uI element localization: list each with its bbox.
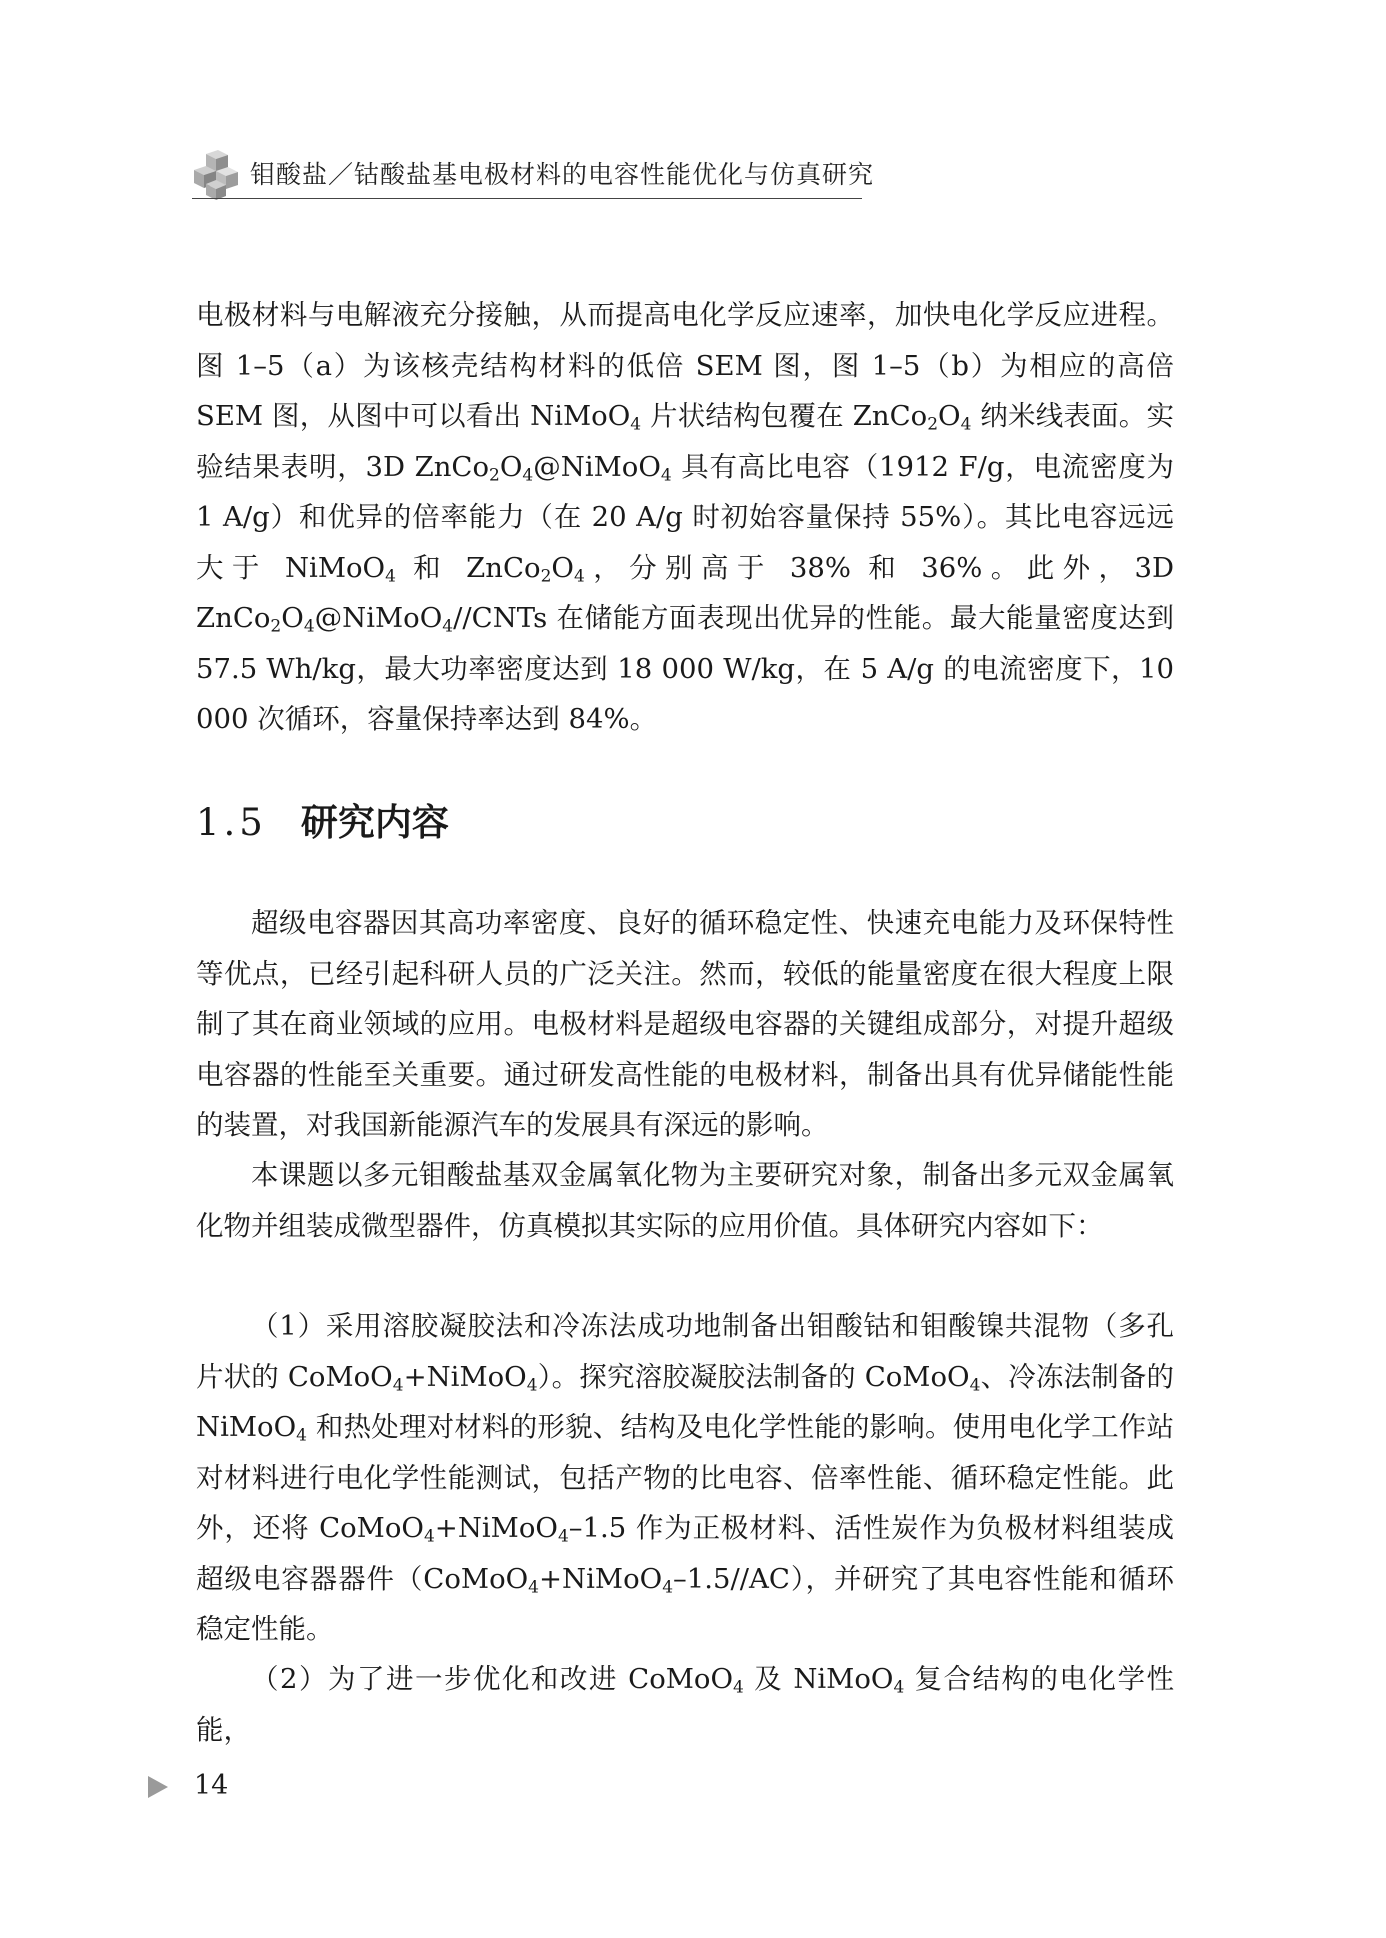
page-arrow-icon (148, 1776, 168, 1798)
section-number: 1.5 (196, 801, 267, 844)
page-footer (148, 1768, 448, 1808)
page-number: 14 (194, 1770, 229, 1801)
header-rule (192, 198, 862, 199)
body-paragraph: （2）为了进一步优化和改进 CoMoO$_4$ 及 NiMoO$_4$ 复合结构的电化学性能， (196, 1663, 1174, 1746)
body-paragraph: 电极材料与电解液充分接触，从而提高电化学反应速率，加快电化学反应进程。图 1–5（a）为该核壳结构材料的低倍 SEM 图，图 1–5（b）为相应的高倍 SEM 图，从图中可以看出 NiMoO$_4$ 片状结构包覆在 $ZnCo_2O_4$ 纳米线表面。实验结果表明，3D $ZnCo_2O_4@NiMoO_4$ 具有高比电容（1912 F/g，电流密度为 1 A/g）和优异的倍率能力（在 20 A/g 时初始容量保持 55%）。其比电容远远大于 NiMoO$_4$ 和 $ZnCo_2O_4$，分别高于 38% 和 36%。此外，3D $ZnCo_2O_4@NiMoO_4/$/CNTs 在储能方面表现出优异的性能。最大能量密度达到 57.5 Wh/kg，最大功率密度达到 18 000 W/kg，在 5 A/g 的电流密度下，10 000 次循环，容量保持率达到 84%。 (196, 299, 1175, 735)
running-header (192, 150, 875, 200)
body-paragraph: （1）采用溶胶凝胶法和冷冻法成功地制备出钼酸钴和钼酸镍共混物（多孔片状的 CoMoO$_4$+NiMoO$_4$）。探究溶胶凝胶法制备的 CoMoO$_4$、冷冻法制备的 NiMoO$_4$ 和热处理对材料的形貌、结构及电化学性能的影响。使用电化学工作站对材料进行电化学性能测试，包括产物的比电容、倍率性能、循环稳定性能。此外，还将 CoMoO$_4$+NiMoO$_4$–1.5 作为正极材料、活性炭作为负极材料组装成超级电容器器件（CoMoO$_4$+NiMoO$_4$–1.5//AC），并研究了其电容性能和循环稳定性能。 (196, 1310, 1174, 1645)
section-title: 研究内容 (300, 801, 449, 844)
body-paragraph: 本课题以多元钼酸盐基双金属氧化物为主要研究对象，制备出多元双金属氧化物并组装成微型器件，仿真模拟其实际的应用价值。具体研究内容如下： (196, 1159, 1174, 1242)
body-paragraph: 超级电容器因其高功率密度、良好的循环稳定性、快速充电能力及环保特性等优点，已经引起科研人员的广泛关注。然而，较低的能量密度在很大程度上限制了其在商业领域的应用。电极材料是超级电容器的关键组成部分，对提升超级电容器的性能至关重要。通过研发高性能的电极材料，制备出具有优异储能性能的装置，对我国新能源汽车的发展具有深远的影响。 (196, 907, 1174, 1141)
cube-logo-icon (192, 150, 240, 200)
section-heading (196, 798, 449, 848)
running-title: 钼酸盐／钴酸盐基电极材料的电容性能优化与仿真研究 (250, 160, 875, 189)
